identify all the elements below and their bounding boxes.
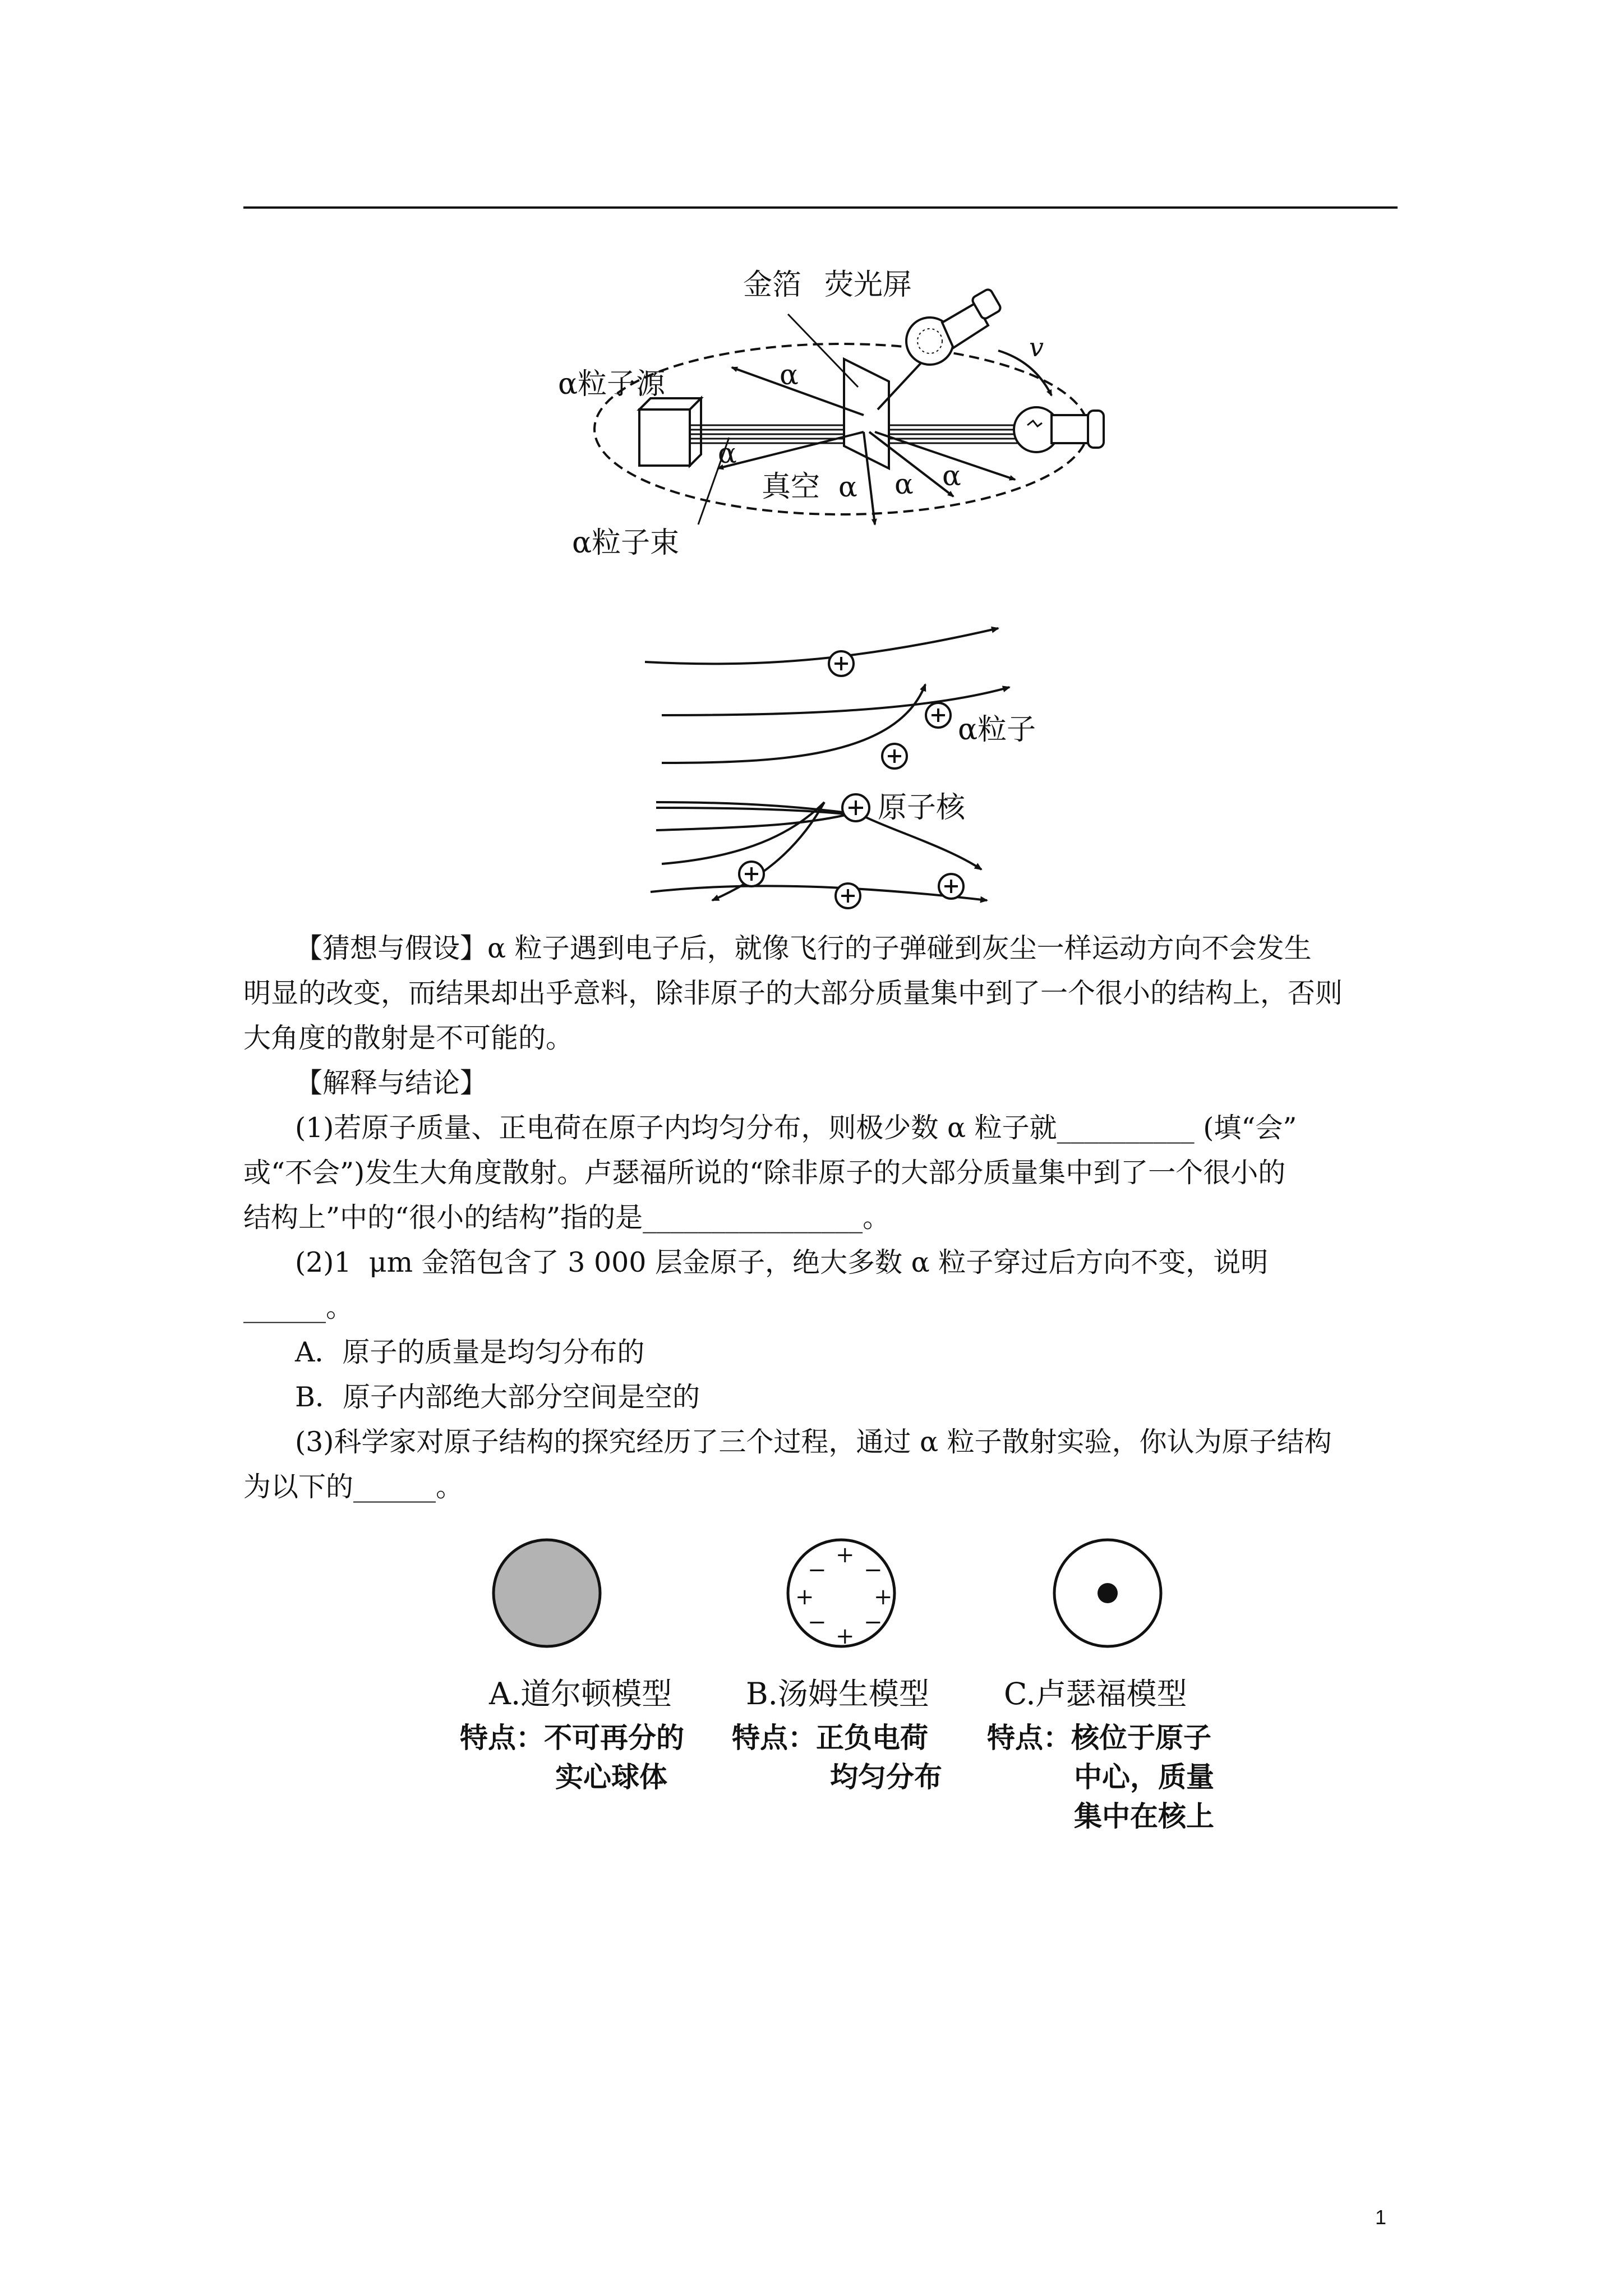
thomson-model: [788, 1540, 895, 1649]
hypothesis-line-2: 明显的改变，而结果却出乎意料，除非原子的大部分质量集中到了一个很小的结构上，否则: [243, 977, 1343, 1009]
svg-text:+: +: [874, 1584, 893, 1610]
label-alpha-5: α: [942, 459, 961, 492]
label-alpha-source: α粒子源: [558, 367, 666, 401]
svg-text:−: −: [808, 1609, 827, 1635]
label-alpha-1: α: [780, 358, 799, 391]
alpha-source-box: [639, 398, 701, 466]
label-vacuum: 真空: [762, 470, 820, 504]
model-a-title: A.道尔顿模型: [489, 1676, 672, 1711]
question-text: [243, 932, 1398, 1355]
label-alpha-2: α: [718, 437, 737, 470]
dalton-model-sphere: [494, 1540, 600, 1646]
atomic-models-figure: [449, 1531, 1267, 1846]
model-b-title: B.汤姆生模型: [746, 1676, 929, 1711]
label-velocity: v: [1029, 332, 1044, 362]
q2-line-1: (2)1 μm 金箔包含了 3 000 层金原子，绝大多数 α 粒子穿过后方向不变，说明: [295, 1246, 1269, 1278]
model-a-feature-2: 实心球体: [555, 1760, 667, 1793]
nuclei: [739, 651, 963, 908]
label-gold-foil: 金箔: [743, 268, 802, 302]
conclusion-heading: 【解释与结论】: [295, 1067, 488, 1099]
alpha-trajectories: [645, 628, 1009, 900]
header-rule: [243, 206, 1398, 209]
page-number: 1: [1375, 2206, 1387, 2229]
svg-text:+: +: [836, 1623, 855, 1649]
label-alpha-4: α: [895, 468, 914, 500]
q3-line-1: (3)科学家对原子结构的探究经历了三个过程，通过 α 粒子散射实验，你认为原子结构: [295, 1426, 1332, 1458]
hypothesis-line-1: 【猜想与假设】α 粒子遇到电子后，就像飞行的子弹碰到灰尘一样运动方向不会发生: [295, 932, 1312, 964]
svg-text:−: −: [864, 1557, 883, 1583]
label-alpha-3: α: [838, 471, 857, 503]
hypothesis-line-3: 大角度的散射是不可能的。: [243, 1022, 574, 1054]
nucleus-plus-signs: [745, 657, 958, 903]
q1-line-2: 或“不会”)发生大角度散射。卢瑟福所说的“除非原子的大部分质量集中到了一个很小的: [243, 1157, 1286, 1189]
model-b-feature-1: 特点：正负电荷: [732, 1721, 928, 1754]
label-alpha-beam: α粒子束: [572, 526, 680, 560]
fluorescent-screen-right: [1014, 407, 1104, 452]
q1-line-1: (1)若原子质量、正电荷在原子内均匀分布，则极少数 α 粒子就__________ (填“会”: [295, 1112, 1297, 1144]
label-screen: 荧光屏: [824, 268, 912, 302]
svg-text:+: +: [795, 1584, 814, 1610]
model-c-feature-3: 集中在核上: [1074, 1800, 1214, 1833]
options-text: [243, 1338, 1398, 1563]
model-c-feature-2: 中心，质量: [1074, 1760, 1214, 1793]
option-a: A．原子的质量是均匀分布的: [295, 1336, 645, 1368]
svg-text:+: +: [836, 1542, 855, 1568]
q1-line-3: 结构上”中的“很小的结构”指的是________________。: [243, 1202, 891, 1234]
model-c-feature-1: 特点：核位于原子: [987, 1721, 1211, 1754]
q2-line-2: ______。: [243, 1291, 354, 1323]
svg-text:−: −: [864, 1609, 883, 1635]
label-alpha-particle: α粒子: [958, 713, 1036, 747]
label-nucleus: 原子核: [878, 791, 966, 825]
model-b-feature-2: 均匀分布: [830, 1760, 942, 1793]
rutherford-model: [1054, 1540, 1161, 1646]
model-c-title: C.卢瑟福模型: [1004, 1676, 1187, 1711]
q3-line-2: 为以下的______。: [243, 1471, 464, 1503]
model-a-feature-1: 特点：不可再分的: [460, 1721, 684, 1754]
scattering-trajectories-figure: [639, 617, 1099, 931]
scattering-apparatus-figure: [527, 247, 1155, 572]
option-b: B．原子内部绝大部分空间是空的: [295, 1381, 700, 1413]
svg-text:−: −: [808, 1557, 827, 1583]
